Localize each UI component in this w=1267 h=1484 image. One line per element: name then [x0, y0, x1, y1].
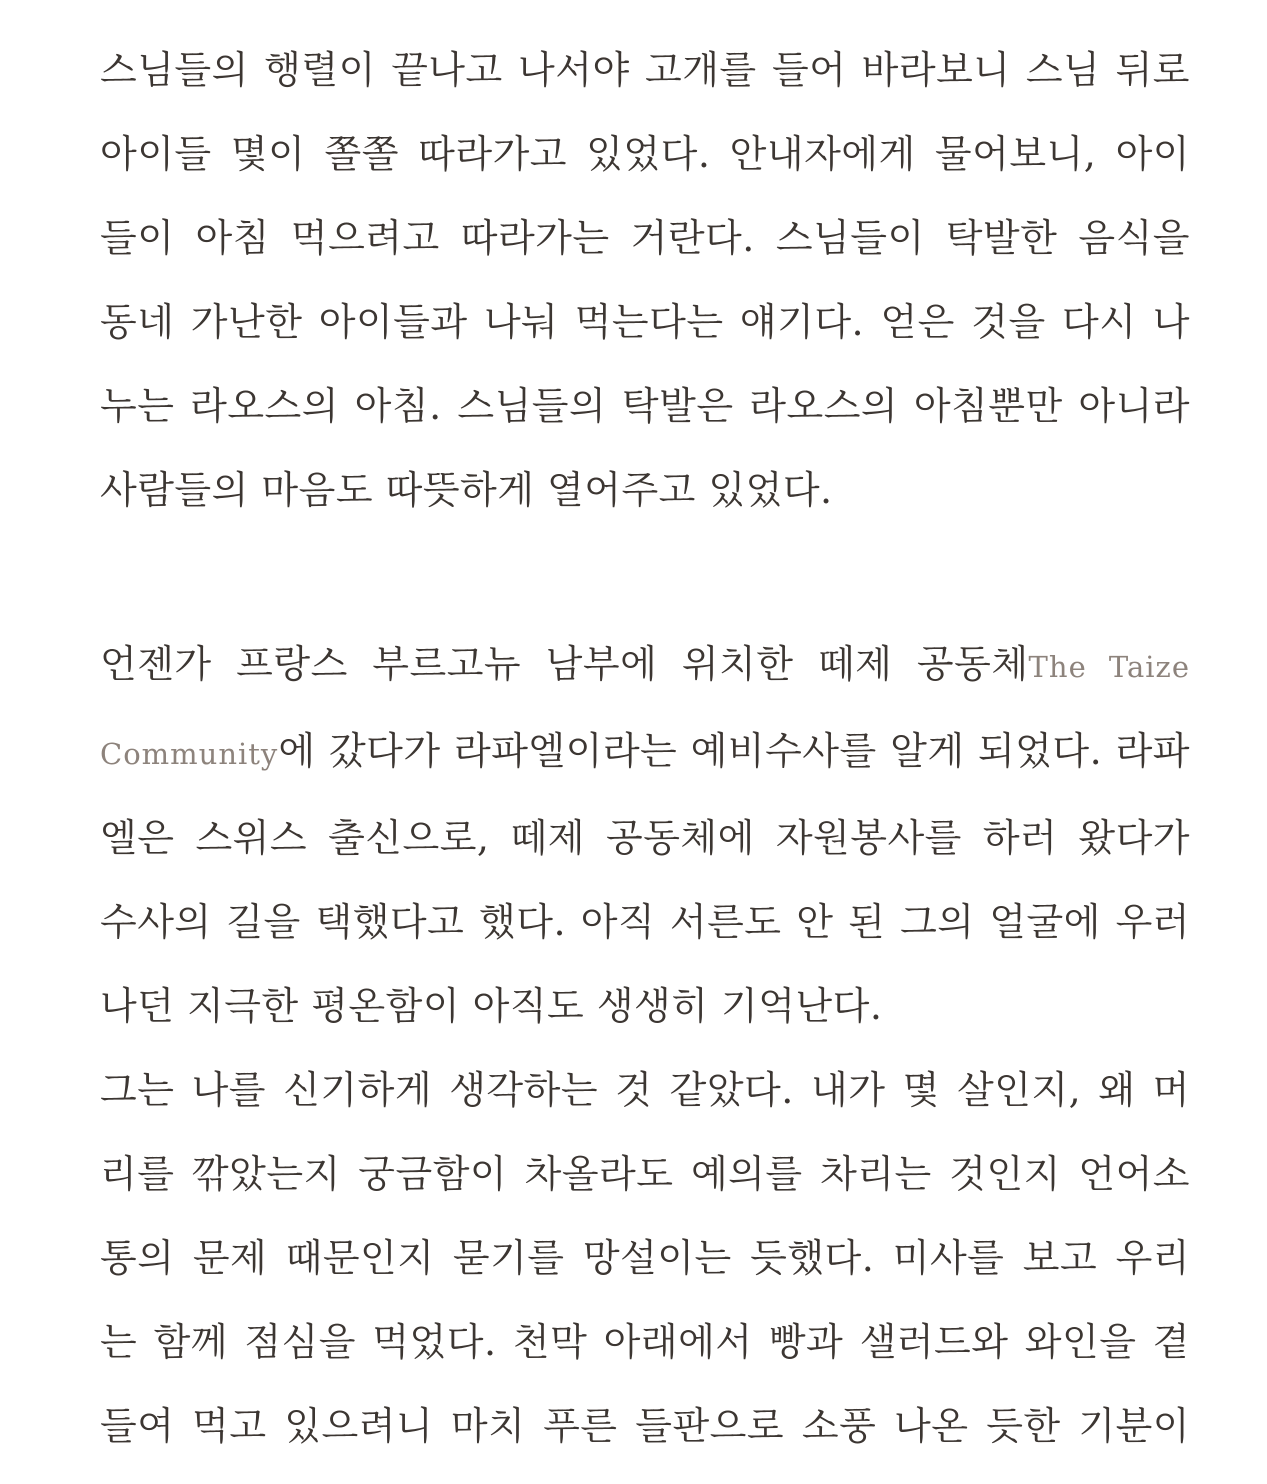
paragraph-raphael-lunch — [100, 1048, 1190, 1468]
latin-annotation-community: Community — [100, 737, 279, 771]
text-line: 동네 가난한 아이들과 나눠 먹는다는 얘기다. 얻은 것을 다시 나 — [100, 300, 1190, 344]
text-line: 수사의 길을 택했다고 했다. 아직 서른도 안 된 그의 얼굴에 우러 — [100, 900, 1190, 944]
paragraph-laos-morning — [100, 28, 1190, 532]
text-line: 아이들 몇이 쫄쫄 따라가고 있었다. 안내자에게 물어보니, 아이 — [100, 132, 1190, 176]
text-line: 는 함께 점심을 먹었다. 천막 아래에서 빵과 샐러드와 와인을 곁 — [100, 1320, 1190, 1364]
text-line: 통의 문제 때문인지 묻기를 망설이는 듯했다. 미사를 보고 우리 — [100, 1236, 1190, 1280]
paragraph-taize-community — [100, 622, 1190, 1048]
text-line-paragraph-end: 나던 지극한 평온함이 아직도 생생히 기억난다. — [100, 984, 883, 1028]
korean-text: 에 갔다가 라파엘이라는 예비수사를 알게 되었다. 라파 — [278, 729, 1190, 773]
text-line: 리를 깎았는지 궁금함이 차올라도 예의를 차리는 것인지 언어소 — [100, 1152, 1190, 1196]
text-line-with-annotation — [100, 622, 1190, 709]
text-line: 그는 나를 신기하게 생각하는 것 같았다. 내가 몇 살인지, 왜 머 — [100, 1068, 1190, 1112]
text-line: 들여 먹고 있으려니 마치 푸른 들판으로 소풍 나온 듯한 기분이 — [100, 1404, 1190, 1448]
text-line: 스님들의 행렬이 끝나고 나서야 고개를 들어 바라보니 스님 뒤로 — [100, 48, 1190, 92]
text-line-with-annotation — [100, 709, 1190, 796]
korean-text: 언젠가 프랑스 부르고뉴 남부에 위치한 떼제 공동체 — [100, 642, 1029, 686]
text-line-paragraph-end: 사람들의 마음도 따뜻하게 열어주고 있었다. — [100, 468, 833, 512]
text-line: 들이 아침 먹으려고 따라가는 거란다. 스님들이 탁발한 음식을 — [100, 216, 1190, 260]
book-page — [100, 28, 1190, 1468]
text-line: 누는 라오스의 아침. 스님들의 탁발은 라오스의 아침뿐만 아니라 — [100, 384, 1190, 428]
text-line: 엘은 스위스 출신으로, 떼제 공동체에 자원봉사를 하러 왔다가 — [100, 816, 1190, 860]
latin-annotation-the-taize: The Taize — [1028, 650, 1190, 684]
